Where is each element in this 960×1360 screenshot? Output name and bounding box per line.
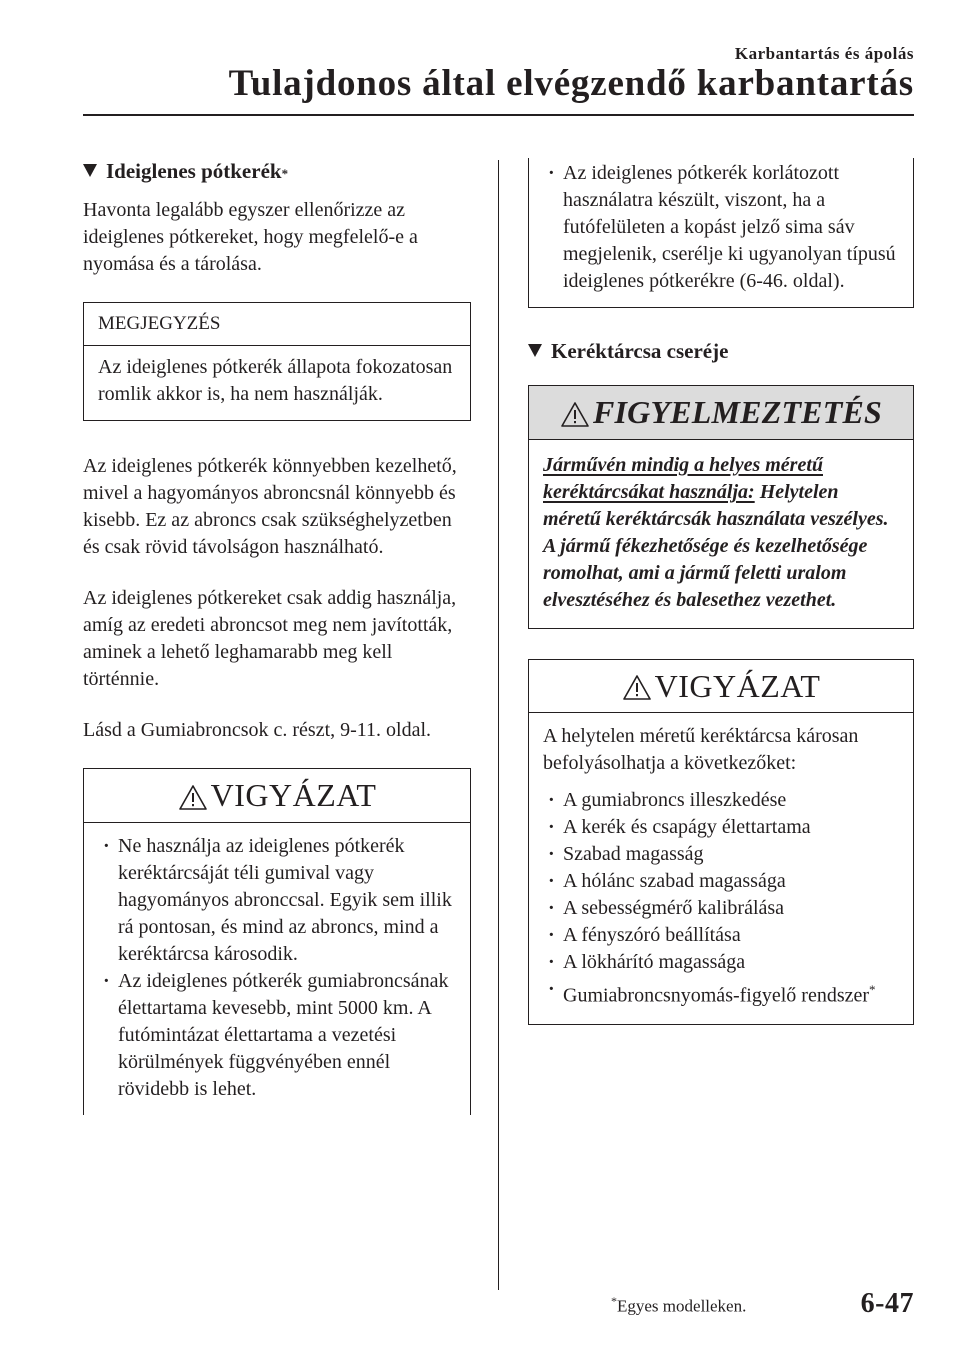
paragraph: Lásd a Gumiabroncsok c. részt, 9-11. oldal.: [83, 719, 432, 742]
paragraph: Az ideiglenes pótkerék könnyebben kezelhető, mivel a hagyományos abroncsnál könnyebb és kisebb. Ez az abroncs csak szükséghelyzetben és csak rövid távolságon használható.: [83, 455, 457, 559]
model-marker: *: [869, 982, 876, 998]
warning-header: [529, 386, 913, 440]
list-item: · A kerék és csapágy élettartama: [543, 814, 899, 841]
warning-triangle-icon: [622, 674, 652, 701]
footnote-text: Egyes modelleken.: [617, 1296, 747, 1316]
warning-triangle-icon: [560, 401, 590, 428]
list-item: · Ne használja az ideiglenes pótkerék keréktárcsáját téli gumival vagy hagyományos abronccsal. Egyik sem illik rá pontosan, és mind az abroncs, mind a keréktárcsa károsodik.: [98, 833, 456, 968]
caution-continuation-body: [529, 158, 913, 307]
model-marker: *: [281, 166, 289, 181]
warning-lead: Járművén mindig a helyes méretű keréktárcsákat használja:: [543, 453, 823, 503]
note-title: MEGJEGYZÉS: [84, 303, 470, 346]
list-item: · Az ideiglenes pótkerék korlátozott használatra készült, viszont, ha a futófelületen a kopást jelző sima sáv megjelenik, cserélje ki ugyanolyan típusú ideiglenes pótkerékre (6-46. oldal).: [543, 160, 899, 295]
affected-list: [543, 787, 899, 1010]
list-item: · Szabad magasság: [543, 841, 899, 868]
caution-title: [178, 775, 377, 815]
column-divider: [498, 160, 499, 1290]
page-number: 6-47: [860, 1288, 914, 1319]
page-title: Tulajdonos által elvégzendő karbantartás: [228, 63, 914, 104]
list-item: · Az ideiglenes pótkerék gumiabroncsának élettartama kevesebb, mint 5000 km. A futómintázat élettartama a vezetési körülmények függvényében ennél rövidebb is lehet.: [98, 968, 456, 1103]
footnote: [611, 1294, 746, 1317]
section-name: Karbantartás és ápolás: [734, 44, 914, 63]
heading-text: Ideiglenes pótkerék: [106, 159, 282, 183]
list-item: · A hólánc szabad magassága: [543, 868, 899, 895]
warning-title-text: FIGYELMEZTETÉS: [592, 394, 883, 431]
caution-list: [543, 160, 899, 295]
caution-title: [622, 666, 821, 706]
caution-header: [84, 769, 470, 823]
spare-tire-heading: [83, 158, 471, 185]
list-item-text: Gumiabroncsnyomás-figyelő rendszer: [563, 984, 870, 1007]
intro-paragraph: Havonta legalább egyszer ellenőrizze az ideiglenes pótkereket, hogy megfelelő-e a nyomása és a tárolása.: [83, 199, 418, 276]
list-item: · A gumiabroncs illeszkedése: [543, 787, 899, 814]
warning-box: [528, 385, 914, 629]
caution-continuation-box: [528, 158, 914, 308]
note-text: Az ideiglenes pótkerék állapota fokozatosan romlik akkor is, ha nem használják.: [98, 356, 453, 406]
list-item: · A fényszóró beállítása: [543, 922, 899, 949]
warning-title: [560, 392, 882, 432]
list-item: · A lökhárító magassága: [543, 949, 899, 976]
note-box: [83, 302, 471, 421]
warning-body: [529, 440, 913, 628]
paragraph: Az ideiglenes pótkereket csak addig használja, amíg az eredeti abroncsot meg nem javították, aminek a lehető leghamarabb meg kell történnie.: [83, 587, 457, 691]
caution-box: [528, 659, 914, 1025]
caution-title-text: VIGYÁZAT: [210, 777, 377, 814]
caution-body: [529, 713, 913, 1024]
list-item: [543, 976, 899, 1010]
right-column: [528, 158, 914, 1057]
heading-text: Keréktárcsa cseréje: [551, 339, 729, 363]
list-item: · A sebességmérő kalibrálása: [543, 895, 899, 922]
caution-box: [83, 768, 471, 1115]
footnote-marker: *: [611, 1294, 617, 1308]
triangle-bullet-icon: [83, 164, 97, 177]
caution-intro: A helytelen méretű keréktárcsa károsan befolyásolhatja a következőket:: [543, 725, 859, 775]
triangle-bullet-icon: [528, 344, 542, 357]
left-column: [83, 158, 471, 1115]
warning-text: Helytelen méretű keréktárcsák használata veszélyes. A jármű fékezhetősége és kezelhetősége romolhat, ami a jármű feletti uralom elvesztéséhez és balesethez vezethet.: [543, 480, 889, 611]
caution-title-text: VIGYÁZAT: [654, 667, 821, 704]
warning-triangle-icon: [178, 784, 208, 811]
caution-body: [84, 823, 470, 1115]
caution-header: [529, 660, 913, 714]
wheel-change-heading: [528, 338, 914, 365]
caution-list: [98, 833, 456, 1103]
header-rule: [83, 114, 914, 116]
